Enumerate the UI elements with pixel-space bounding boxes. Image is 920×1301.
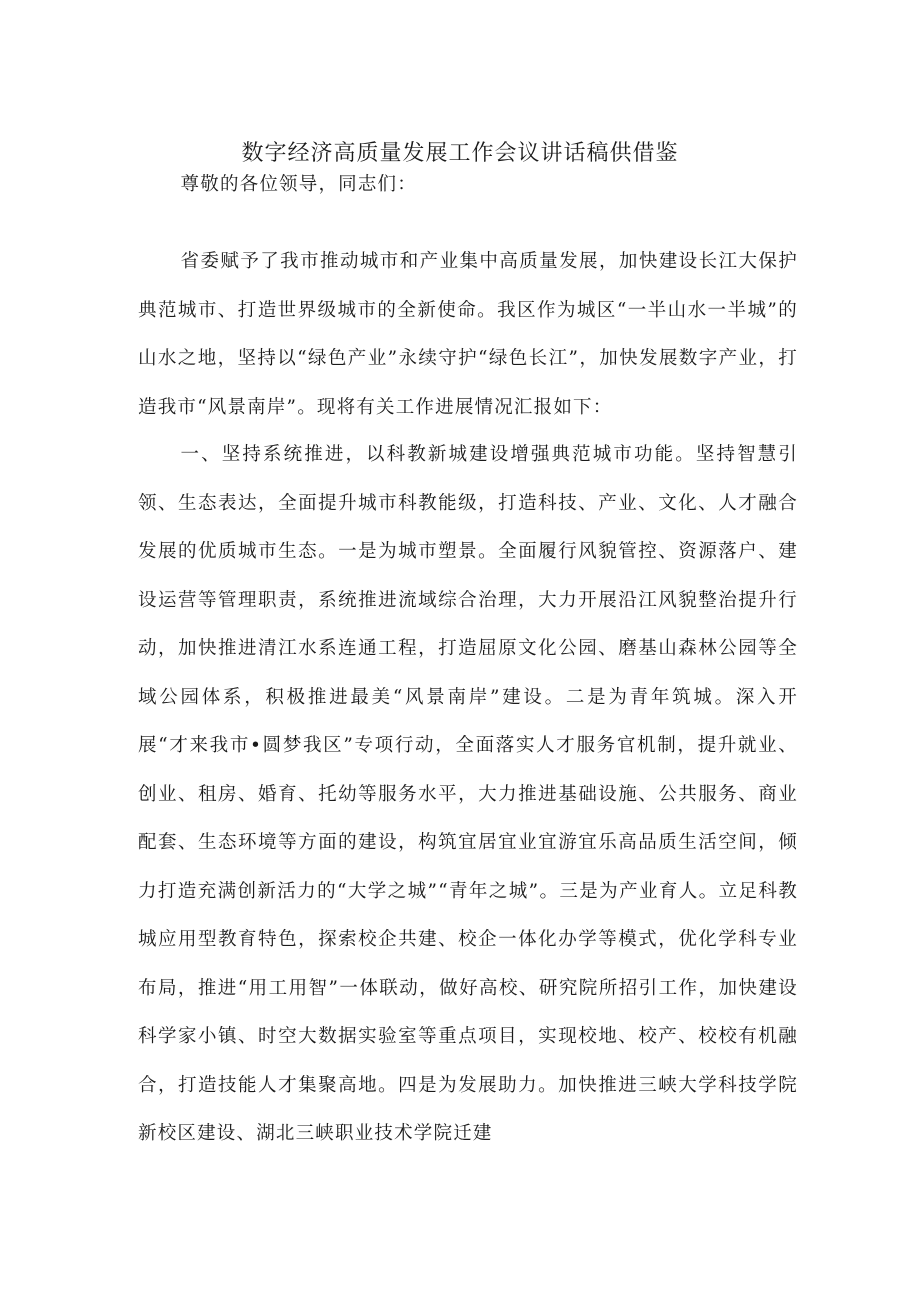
document-title: 数字经济高质量发展工作会议讲话稿供借鉴 bbox=[241, 141, 679, 166]
body-paragraph-intro: 省委赋予了我市推动城市和产业集中高质量发展，加快建设长江大保护典范城市、打造世界级城市的全新使命。我区作为城区“一半山水一半城”的山水之地，坚持以“绿色产业”永续守护“绿色长江”，加快发展数字产业，打造我市“风景南岸”。现将有关工作进展情况汇报如下： bbox=[138, 251, 798, 418]
body-paragraph-section-one: 一、坚持系统推进，以科教新城建设增强典范城市功能。坚持智慧引领、生态表达，全面提升城市科教能级，打造科技、产业、文化、人才融合发展的优质城市生态。一是为城市塑景。全面履行风貌管控、资源落户、建设运营等管理职责，系统推进流域综合治理，大力开展沿江风貌整治提升行动，加快推进清江水系连通工程，打造屈原文化公园、磨基山森林公园等全域公园体系，积极推进最美“风景南岸”建设。二是为青年筑城。深入开展“才来我市•圆梦我区”专项行动，全面落实人才服务官机制，提升就业、创业、租房、婚育、托幼等服务水平，大力推进基础设施、公共服务、商业配套、生态环境等方面的建设，构筑宜居宜业宜游宜乐高品质生活空间，倾力打造充满创新活力的“大学之城”“青年之城”。三是为产业育人。立足科教城应用型教育特色，探索校企共建、校企一体化办学等模式，优化学科专业布局，推进“用工用智”一体联动，做好高校、研究院所招引工作，加快建设科学家小镇、时空大数据实验室等重点项目，实现校地、校产、校校有机融合，打造技能人才集聚高地。四是为发展助力。加快推进三峡大学科技学院新校区建设、湖北三峡职业技术学院迁建 bbox=[138, 444, 798, 1144]
greeting-paragraph: 尊敬的各位领导，同志们： bbox=[180, 174, 417, 195]
